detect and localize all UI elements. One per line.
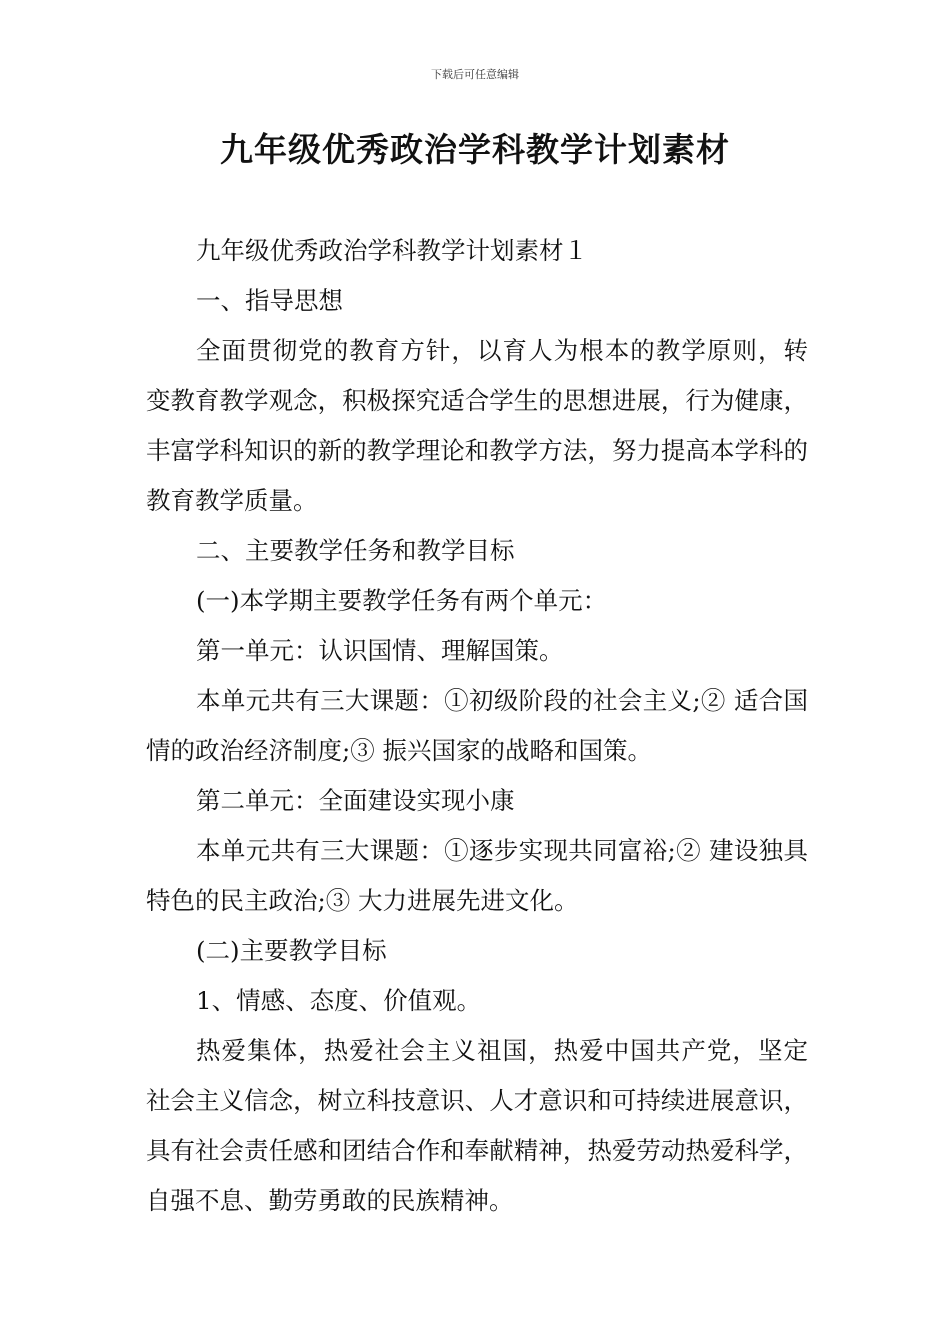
paragraph-goal-emotion: 1、情感、态度、价值观。: [196, 986, 482, 1015]
paragraph-heading-tasks-goals: 二、主要教学任务和教学目标: [196, 536, 515, 565]
paragraph-subtitle: 九年级优秀政治学科教学计划素材１: [196, 236, 588, 265]
paragraph-unit-one-topics: 本单元共有三大课题：①初级阶段的社会主义;② 适合国情的政治经济制度;③ 振兴国家的战略和国策。: [146, 686, 808, 765]
paragraph-unit-two: 第二单元：全面建设实现小康: [196, 786, 515, 815]
document-title: 九年级优秀政治学科教学计划素材: [220, 130, 730, 169]
document-body: [146, 226, 808, 1226]
paragraph-goal-emotion-detail: 热爱集体，热爱社会主义祖国，热爱中国共产党，坚定社会主义信念，树立科技意识、人才意识和可持续进展意识，具有社会责任感和团结合作和奉献精神，热爱劳动热爱科学，自强不息、勤劳勇敢的民族精神。: [146, 1036, 808, 1215]
paragraph-tasks-intro: (一)本学期主要教学任务有两个单元：: [196, 586, 608, 615]
paragraph-heading-guiding-thought: 一、指导思想: [196, 286, 343, 315]
paragraph-heading-goals: (二)主要教学目标: [196, 936, 387, 965]
paragraph-unit-one: 第一单元：认识国情、理解国策。: [196, 636, 564, 665]
paragraph-unit-two-topics: 本单元共有三大课题：①逐步实现共同富裕;② 建设独具特色的民主政治;③ 大力进展先进文化。: [146, 836, 808, 915]
header-note: 下载后可任意编辑: [431, 68, 519, 81]
paragraph-guiding-thought: 全面贯彻党的教育方针，以育人为根本的教学原则，转变教育教学观念，积极探究适合学生的思想进展，行为健康，丰富学科知识的新的教学理论和教学方法，努力提高本学科的教育教学质量。: [146, 336, 808, 515]
